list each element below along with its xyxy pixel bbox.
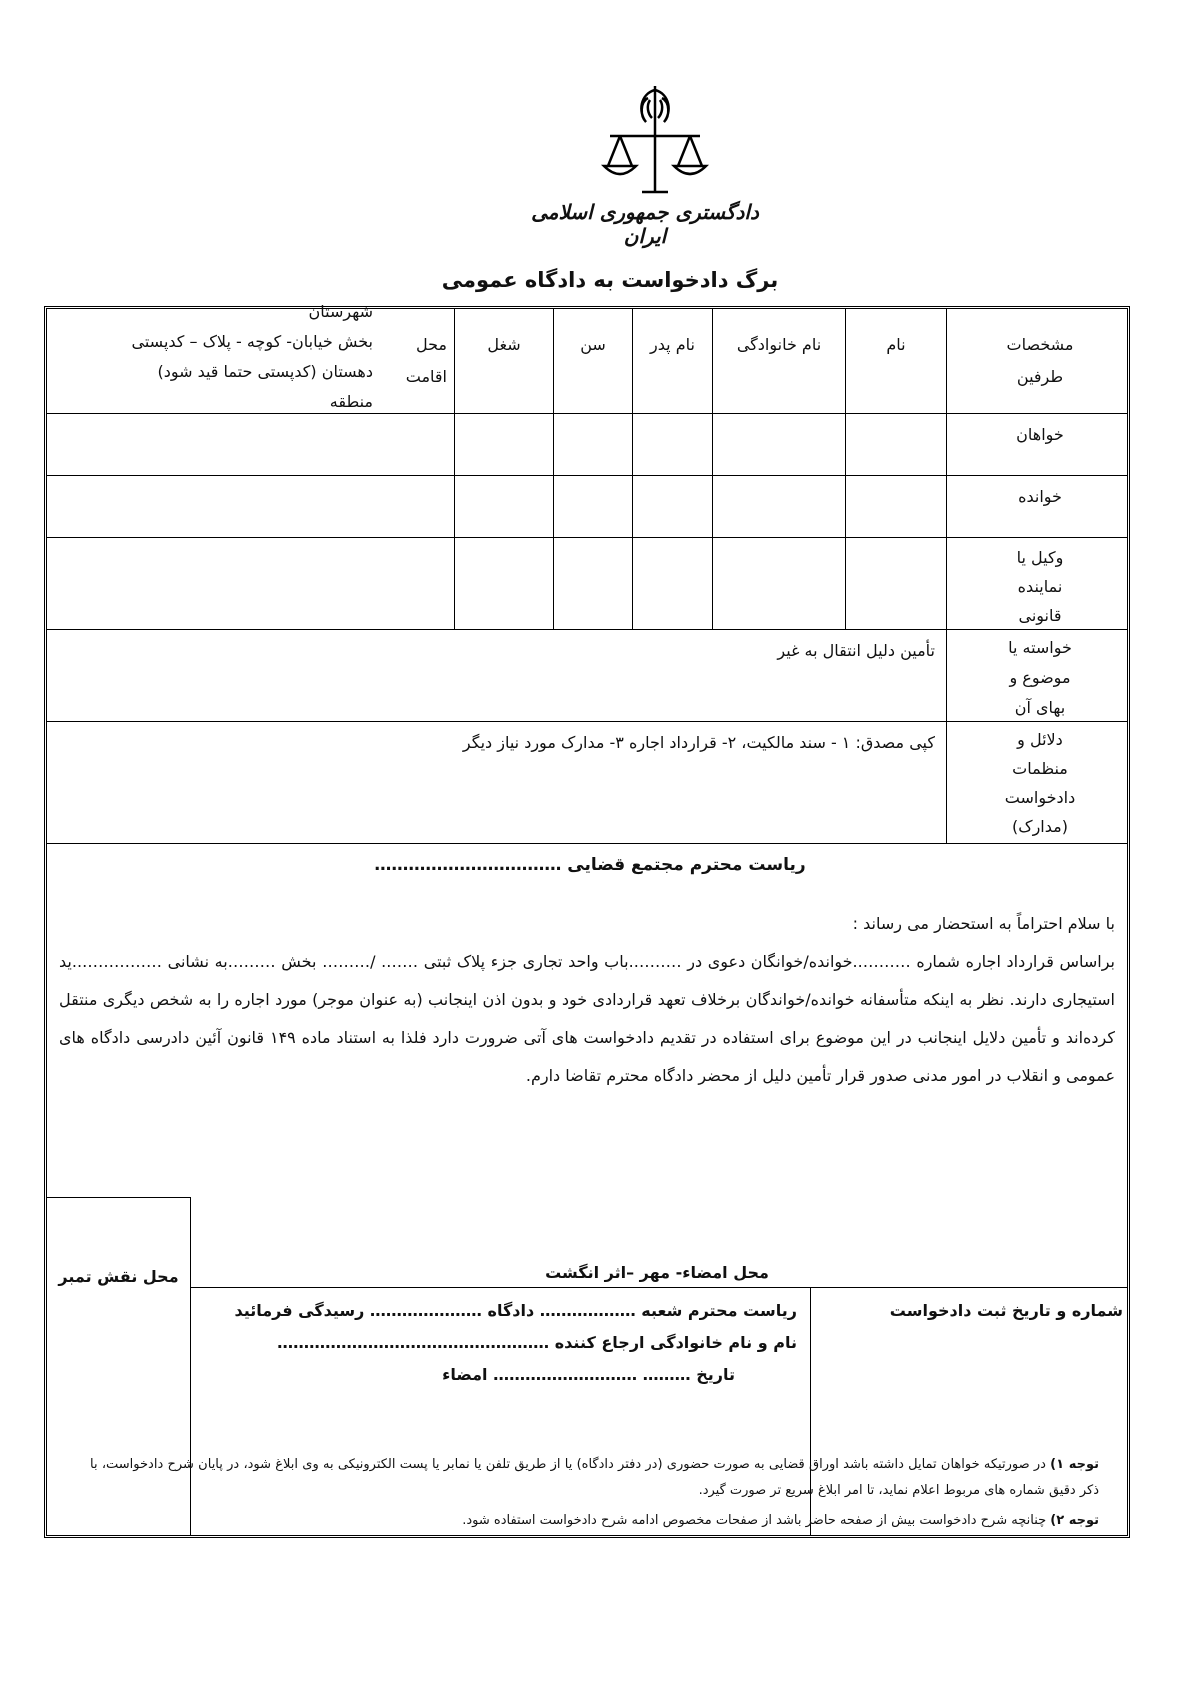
- judiciary-name: دادگستری جمهوری اسلامی ایران: [531, 200, 759, 248]
- header-job: شغل: [487, 335, 521, 354]
- header-father-name: نام پدر: [650, 335, 695, 354]
- note-2: [90, 1508, 1099, 1534]
- row-lawyer: وکیل یا نماینده قانونی: [1016, 548, 1064, 625]
- row-plaintiff: خواهان: [1016, 425, 1064, 444]
- subject-label: خواسته یا موضوع و بهای آن: [1008, 638, 1072, 717]
- header-parties: مشخصات طرفین: [1006, 335, 1074, 386]
- note-1: [90, 1452, 1099, 1504]
- signature-place: محل امضاء- مهر –اثر انگشت: [545, 1263, 769, 1282]
- note-1-label: توجه ۱): [1050, 1457, 1099, 1472]
- subject-value: تأمین دلیل انتقال به غیر: [777, 641, 935, 660]
- note-1-text: در صورتیکه خواهان تمایل داشته باشد اوراق قضایی به صورت حضوری (در دفتر دادگاه) یا از طریق تلفن یا نمابر یا پست الکترونیکی به وی ابلاغ شود، در پایان شرح دادخواست، با ذکر دقیق شماره های مربوط اعلام نماید، تا امر ابلاغ سریع تر صورت گیرد.: [90, 1457, 1099, 1498]
- header-age: سن: [580, 335, 606, 354]
- letter-addressee: ریاست محترم مجتمع قضایی ……………………………: [374, 855, 806, 875]
- letter-greeting: با سلام احتراماً به استحضار می رساند :: [852, 914, 1115, 933]
- form-title: برگ دادخواست به دادگاه عمومی: [441, 268, 779, 292]
- date-and-signature: تاریخ ……… ……………………… امضاء: [442, 1365, 735, 1384]
- row-defendant: خوانده: [1018, 487, 1062, 506]
- note-2-label: توجه ۲): [1050, 1513, 1099, 1528]
- header-residence-details: شهرستان بخش خیابان- کوچه - پلاک – کدپستی دهستان (کدپستی حتما قید شود) منطقه: [131, 302, 373, 411]
- referrer-name: نام و نام خانوادگی ارجاع کننده ……………………………………………: [277, 1333, 797, 1352]
- letter-body: براساس قرارداد اجاره شماره ………..خوانده/خوانگان دعوی در ……….باب واحد تجاری جزء پلاک ثبتی ……. /……… بخش ………به نشانی ……………..ید استیجاری دارند. نظر به اینکه متأسفانه خوانده/خواندگان برخلاف تعهد قراردادی خود و بدون اذن اینجانب (به عنوان موجر) مورد اجاره را به شخص دیگری منتقل کرده‌اند و تأمین دلایل اینجانب در این موضوع برای استفاده در تقدیم دادخواست های آتی ضرورت دارد فلذا به استناد ماده ۱۴۹ قانون آئین دادرسی دادگاه های عمومی و انقلاب در امور مدنی صدور قرار تأمین دلیل از محضر دادگاه محترم تقاضا دارم.: [59, 952, 1115, 1085]
- petition-form-frame: [44, 302, 1130, 1538]
- evidence-value: کپی مصدق: ۱ - سند مالکیت، ۲- قرارداد اجاره ۳- مدارک مورد نیاز دیگر: [462, 733, 935, 752]
- header-name: نام: [886, 335, 906, 354]
- header-residence: محل اقامت: [405, 335, 447, 386]
- judiciary-emblem-icon: [590, 80, 720, 210]
- header-family-name: نام خانوادگی: [736, 335, 822, 354]
- stamp-place: محل نقش تمبر: [58, 1267, 179, 1286]
- referral-line: ریاست محترم شعبه ……………… دادگاه ………………… رسیدگی فرمائید: [234, 1301, 797, 1320]
- registration-label: شماره و تاریخ ثبت دادخواست: [889, 1301, 1123, 1320]
- note-2-text: چنانچه شرح دادخواست بیش از صفحه حاضر باشد از صفحات مخصوص ادامه شرح دادخواست استفاده شود.: [462, 1513, 1047, 1528]
- evidence-label: دلائل و منظمات دادخواست (مدارک): [1004, 730, 1076, 836]
